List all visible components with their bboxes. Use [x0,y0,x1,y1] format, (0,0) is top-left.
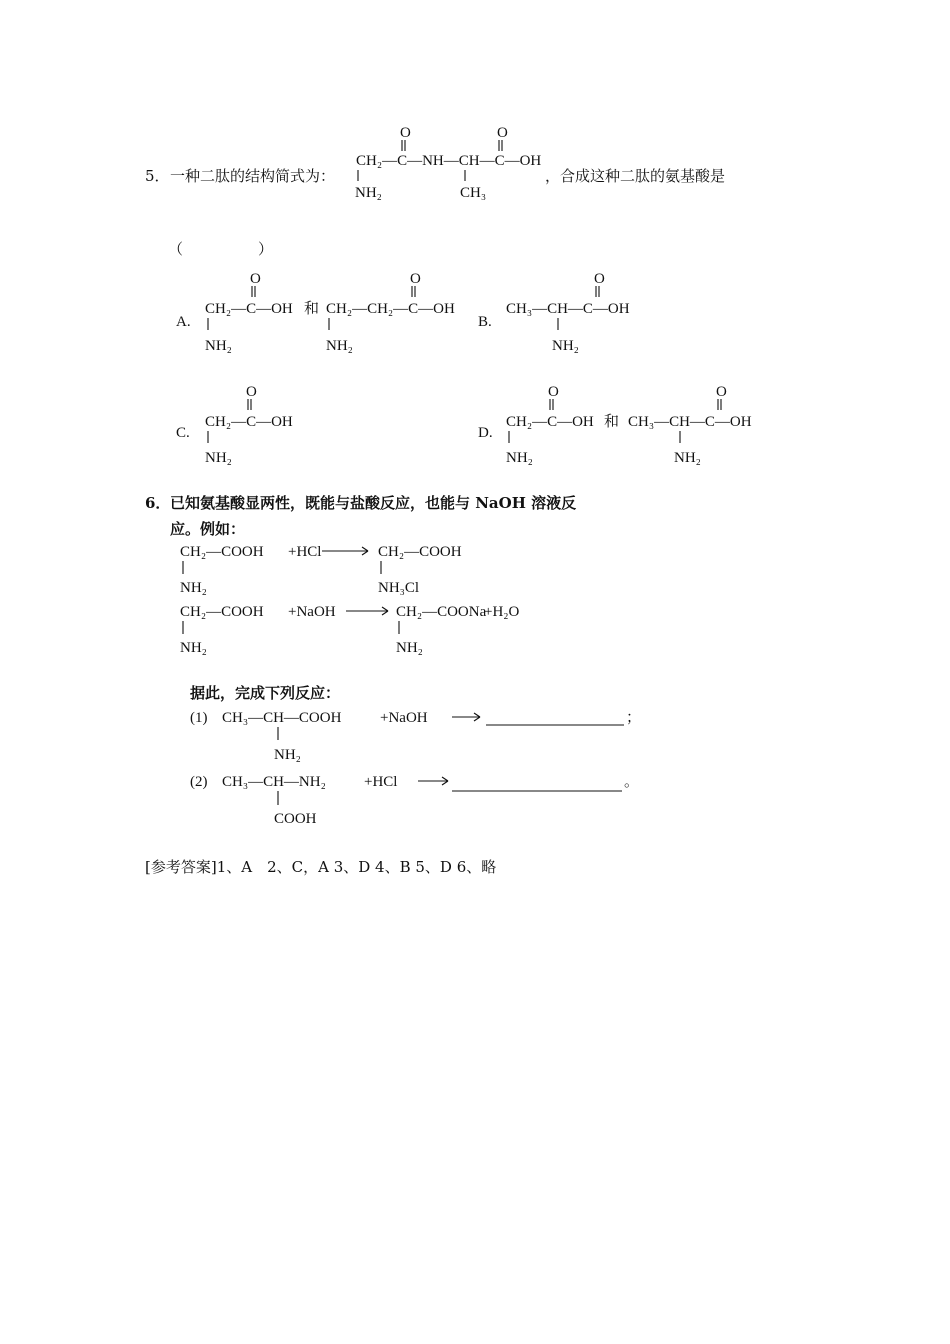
option-b-label: B. [478,314,492,330]
q5-stem-tail: ，合成这种二肽的氨基酸是 [545,167,726,185]
example2-left: CH₂—COOH [180,604,264,620]
svg-text:NH₂: NH₂ [552,338,579,354]
reaction1-formula: CH₃—CH—COOH [222,710,342,726]
dipeptide-ch3: CH₃ [460,185,487,201]
option-b-formula: CH₃—CH—C—OH [506,301,630,317]
dipeptide-nh2: NH₂ [355,185,382,201]
dipeptide-chain: CH₂—C—NH—CH—C—OH [356,153,542,169]
q6-stem-line1: 已知氨基酸显两性，既能与盐酸反应，也能与 NaOH 溶液反 [170,494,577,512]
dipeptide-o2: O [497,125,508,141]
svg-text:O: O [410,271,421,287]
svg-text:NH₂: NH₂ [326,338,353,354]
svg-text:。: 。 [624,774,640,790]
option-a-and: 和 [304,301,320,317]
option-d-and: 和 [604,414,620,430]
answer-key: [参考答案]1、A 2、C，A 3、D 4、B 5、D 6、略 [145,858,497,876]
q5-number: 5． [145,167,170,185]
example2-right: CH₂—COONa [396,604,487,620]
option-d-formula1: CH₂—C—OH [506,414,594,430]
reaction1-reagent: +NaOH [380,710,428,726]
option-b [478,271,630,354]
q5-stem: 一种二肽的结构简式为： [170,167,336,185]
svg-text:NH₂: NH₂ [274,747,301,763]
svg-text:COOH: COOH [274,811,317,827]
svg-text:NH₂: NH₂ [674,450,701,466]
svg-text:NH₂: NH₂ [506,450,533,466]
option-c-formula: CH₂—C—OH [205,414,293,430]
reaction-2 [190,774,639,827]
example1-reagent: +HCl [288,544,322,560]
example2-water: +H₂O [484,604,520,620]
svg-text:NH₂: NH₂ [205,450,232,466]
svg-text:NH₂: NH₂ [180,640,207,656]
reaction2-formula: CH₃—CH—NH₂ [222,774,326,790]
svg-text:O: O [716,384,727,400]
svg-text:O: O [246,384,257,400]
example2-reagent: +NaOH [288,604,336,620]
example1-left: CH₂—COOH [180,544,264,560]
dipeptide-structure [355,125,541,201]
svg-text:NH₂: NH₂ [205,338,232,354]
svg-text:；: ； [626,710,642,726]
option-a-formula1: CH₂—C—OH [205,301,293,317]
q6-example-hcl [180,544,462,596]
option-d-label: D. [478,425,493,441]
option-a [176,271,455,354]
svg-text:NH₂: NH₂ [396,640,423,656]
option-d-formula2: CH₃—CH—C—OH [628,414,752,430]
reaction-1 [190,710,641,763]
option-d [478,384,752,466]
svg-text:O: O [548,384,559,400]
svg-text:O: O [594,271,605,287]
q6-example-naoh [180,604,520,656]
reaction2-reagent: +HCl [364,774,398,790]
example1-right: CH₂—COOH [378,544,462,560]
option-a-formula2: CH₂—CH₂—C—OH [326,301,455,317]
reaction1-label: (1) [190,710,208,726]
q6-task: 据此，完成下列反应： [190,684,341,702]
svg-text:NH₂: NH₂ [180,580,207,596]
q6-number: 6． [145,494,171,512]
option-c-label: C. [176,425,190,441]
svg-text:O: O [250,271,261,287]
q5-answer-blank: （ ） [168,240,274,258]
q6-stem-line2: 应。例如： [170,520,246,538]
reaction2-label: (2) [190,774,208,790]
dipeptide-o1: O [400,125,411,141]
option-a-label: A. [176,314,191,330]
svg-text:NH₃Cl: NH₃Cl [378,580,420,596]
option-c [176,384,293,466]
